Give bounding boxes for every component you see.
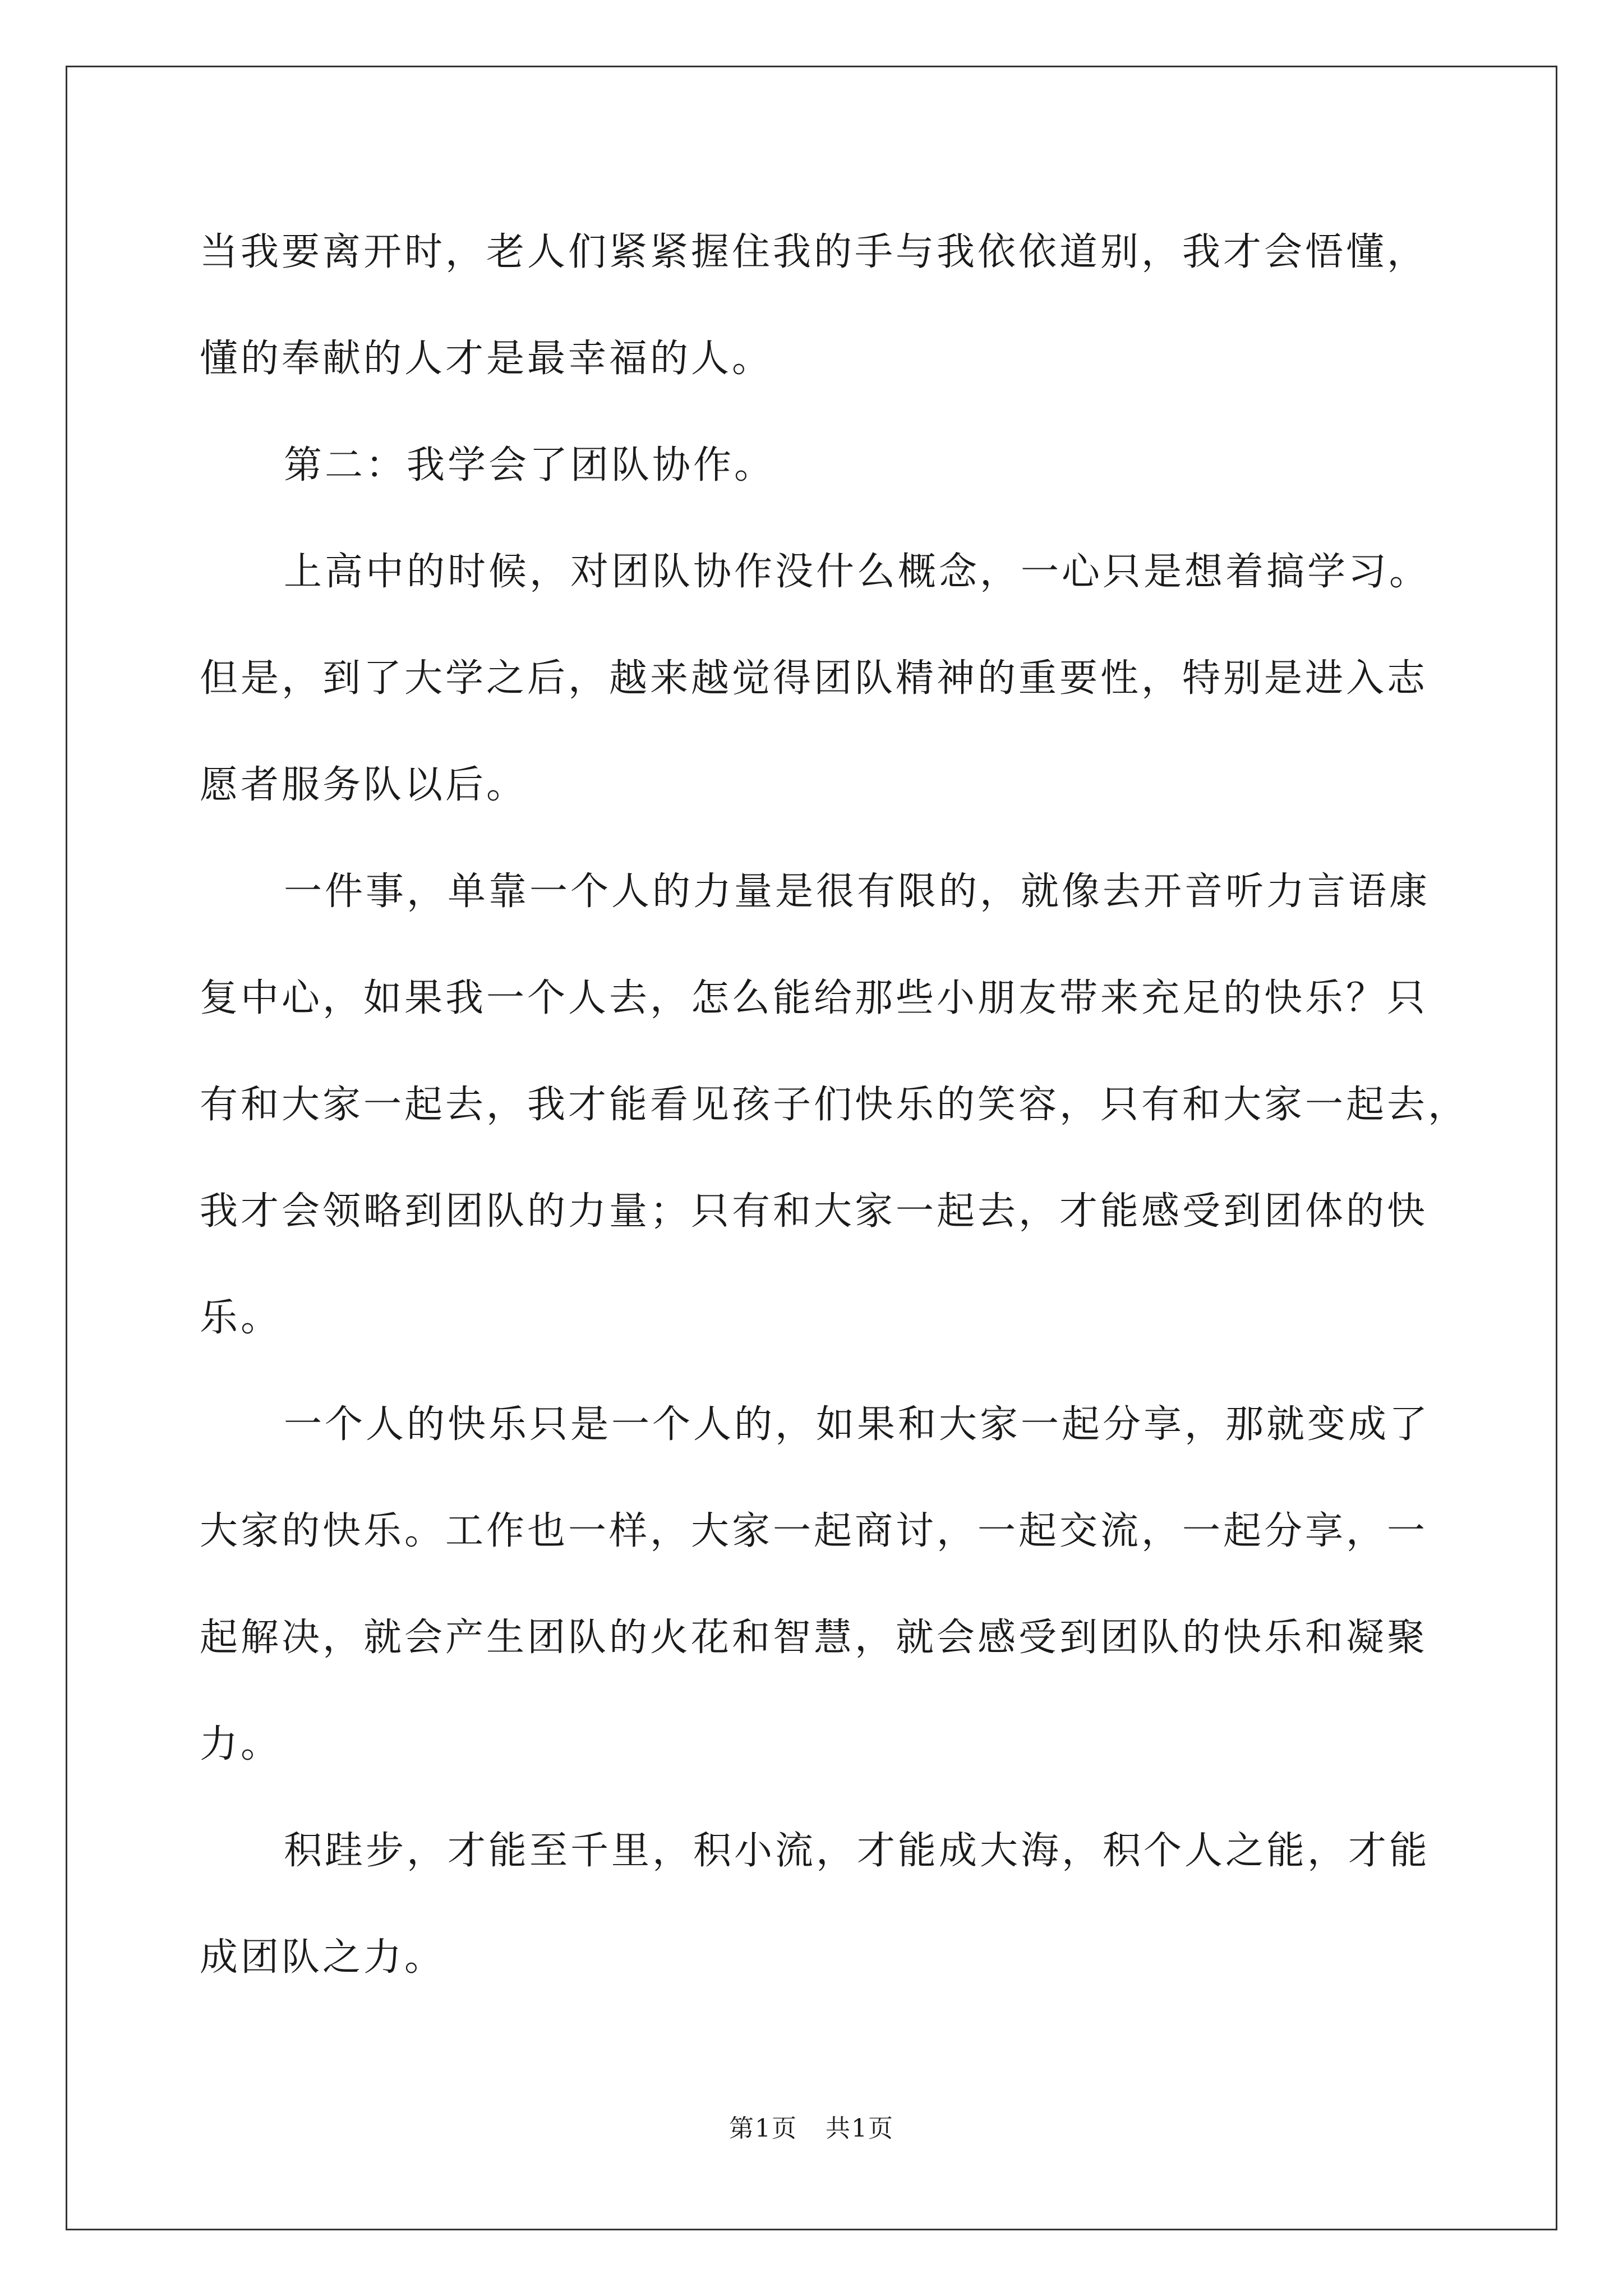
- page-number-total: 共1页: [826, 2114, 894, 2143]
- text-line: 愿者服务队以后。: [200, 763, 528, 807]
- text-line: 上高中的时候，对团队协作没什么概念，一心只是想着搞学习。: [284, 550, 1431, 594]
- paragraph-3: [200, 519, 1433, 839]
- text-line: 懂的奉献的人才是最幸福的人。: [200, 337, 773, 381]
- text-line: 成团队之力。: [200, 1935, 446, 1980]
- text-line: 力。: [200, 1722, 282, 1766]
- text-line: 积跬步，才能至千里，积小流，才能成大海，积个人之能，才能: [284, 1829, 1431, 1873]
- text-line: 乐。: [200, 1296, 282, 1340]
- paragraph-4: [200, 839, 1469, 1372]
- paragraph-6: [200, 1798, 1433, 2011]
- page-footer: [0, 2108, 1623, 2144]
- text-line: 第二：我学会了团队协作。: [284, 443, 776, 487]
- paragraph-1: [200, 199, 1433, 412]
- text-line: 但是，到了大学之后，越来越觉得团队精神的重要性，特别是进入志: [200, 656, 1428, 701]
- document-body: [200, 199, 1469, 2011]
- text-line: 复中心，如果我一个人去，怎么能给那些小朋友带来充足的快乐？只: [200, 976, 1428, 1020]
- text-line: 有和大家一起去，我才能看见孩子们快乐的笑容，只有和大家一起去，: [200, 1083, 1469, 1127]
- paragraph-5: [200, 1372, 1433, 1798]
- text-line: 起解决，就会产生团队的火花和智慧，就会感受到团队的快乐和凝聚: [200, 1616, 1428, 1660]
- text-line: 我才会领略到团队的力量；只有和大家一起去，才能感受到团体的快: [200, 1189, 1428, 1234]
- paragraph-2: [200, 412, 1433, 519]
- text-line: 一个人的快乐只是一个人的，如果和大家一起分享，那就变成了: [284, 1402, 1431, 1447]
- text-line: 一件事，单靠一个人的力量是很有限的，就像去开音听力言语康: [284, 869, 1431, 914]
- page-number-current: 第1页: [729, 2114, 797, 2143]
- text-line: 大家的快乐。工作也一样，大家一起商讨，一起交流，一起分享，一: [200, 1509, 1428, 1553]
- text-line: 当我要离开时，老人们紧紧握住我的手与我依依道别，我才会悟懂，: [200, 230, 1428, 274]
